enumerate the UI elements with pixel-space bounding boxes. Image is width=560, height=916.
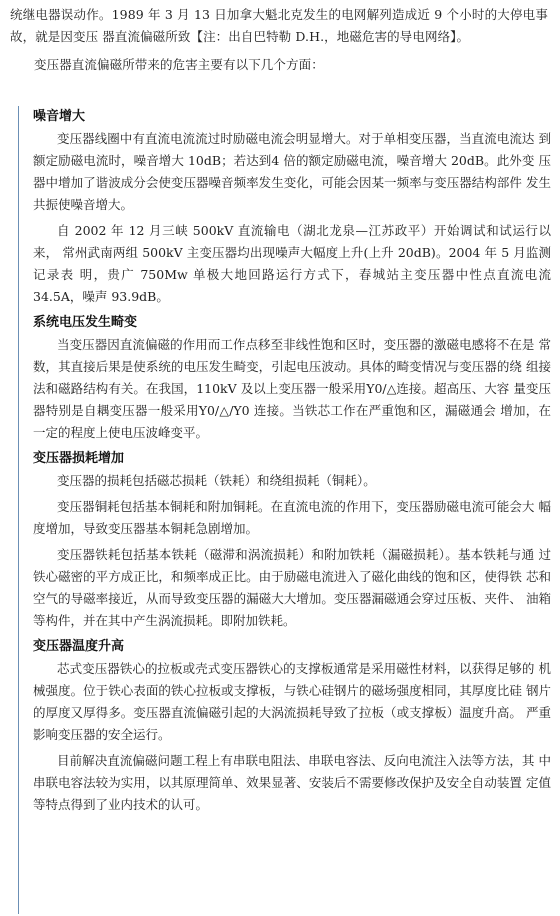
hazards-section-block — [18, 106, 551, 914]
loss-paragraph-2: 变压器铜耗包括基本铜耗和附加铜耗。在直流电流的作用下，变压器励磁电流可能会大 幅度增加，导致变压器基本铜耗急剧增加。 — [33, 499, 551, 536]
loss-paragraph-3: 变压器铁耗包括基本铁耗（磁滞和涡流损耗）和附加铁耗（漏磁损耗）。基本铁耗与通 过铁心磁密的平方成正比，和频率成正比。由于励磁电流进入了磁化曲线的饱和区，使得铁 芯和空气的导磁率接近，从而导致变压器的漏磁大大增加。变压器漏磁通会穿过压板、夹件、 油箱等构件，并在其中产生涡流损耗。即附加铁耗。 — [33, 547, 551, 628]
loss-paragraph-1: 变压器的损耗包括磁芯损耗（铁耗）和绕组损耗（铜耗）。 — [57, 473, 376, 488]
heading-loss-increase: 变压器损耗增加 — [33, 451, 125, 466]
heading-noise: 噪音增大 — [33, 109, 86, 124]
temperature-paragraph-2: 目前解决直流偏磁问题工程上有串联电阻法、串联电容法、反向电流注入法等方法，其 中串联电容法较为实用，以其原理简单、效果显著、安装后不需要修改保护及安全自动装置 定值等特点得到了业内技术的认可。 — [33, 753, 551, 812]
intro-block — [10, 4, 548, 76]
heading-voltage-distortion: 系统电压发生畸变 — [33, 315, 138, 330]
voltage-paragraph-1: 当变压器因直流偏磁的作用而工作点移至非线性饱和区时，变压器的激磁电感将不在是 常数，其直接后果是使系统的电压发生畸变，引起电压波动。具体的畸变情况与变压器的绕 组接法和磁路结构有关。在我国，110kV 及以上变压器一般采用Y0/△连接。超高压、大容 量变压器特别是自耦变压器一般采用Y0/△/Y0 连接。当铁芯工作在严重饱和区，漏磁通会 增加，在一定的程度上使电压波峰变平。 — [33, 337, 551, 440]
noise-paragraph-2: 自 2002 年 12 月三峡 500kV 直流输电（湖北龙泉—江苏政平）开始调试和试运行以来， 常州武南两组 500kV 主变压器均出现噪声大幅度上升(上升 20dB)。2004 年 5 月监测记录表 明，贵广 750Mw 单极大地回路运行方式下，春城站主变压器中性点直流电流 34.5A，噪声 93.9dB。 — [33, 223, 551, 304]
intro-paragraph-1: 统继电器误动作。1989 年 3 月 13 日加拿大魁北克发生的电网解列造成近 9 个小时的大停电事故，就是因变压 器直流偏磁所致【注：出自巴特勒 D.H.，地磁危害的导电网络】。 — [10, 7, 548, 44]
temperature-paragraph-1: 芯式变压器铁心的拉板或壳式变压器铁心的支撑板通常是采用磁性材料，以获得足够的 机械强度。位于铁心表面的铁心拉板或支撑板，与铁心硅钢片的磁场强度相同，其厚度比硅 钢片的厚度又厚得多。变压器直流偏磁引起的大涡流损耗导致了拉板（或支撑板）温度升高。 严重影响变压器的安全运行。 — [33, 661, 551, 742]
heading-temperature-rise: 变压器温度升高 — [33, 639, 125, 654]
intro-paragraph-2: 变压器直流偏磁所带来的危害主要有以下几个方面： — [34, 57, 324, 72]
hazards-content — [33, 106, 551, 820]
noise-paragraph-1: 变压器线圈中有直流电流流过时励磁电流会明显增大。对于单相变压器，当直流电流达 到额定励磁电流时，噪音增大 10dB；若达到4 倍的额定励磁电流，噪音增大 20dB。此外变 压器中增加了谐波成分会使变压器噪音频率发生变化，可能会因某一频率与变压器结构部件 发生共振使噪音增大。 — [33, 131, 551, 212]
